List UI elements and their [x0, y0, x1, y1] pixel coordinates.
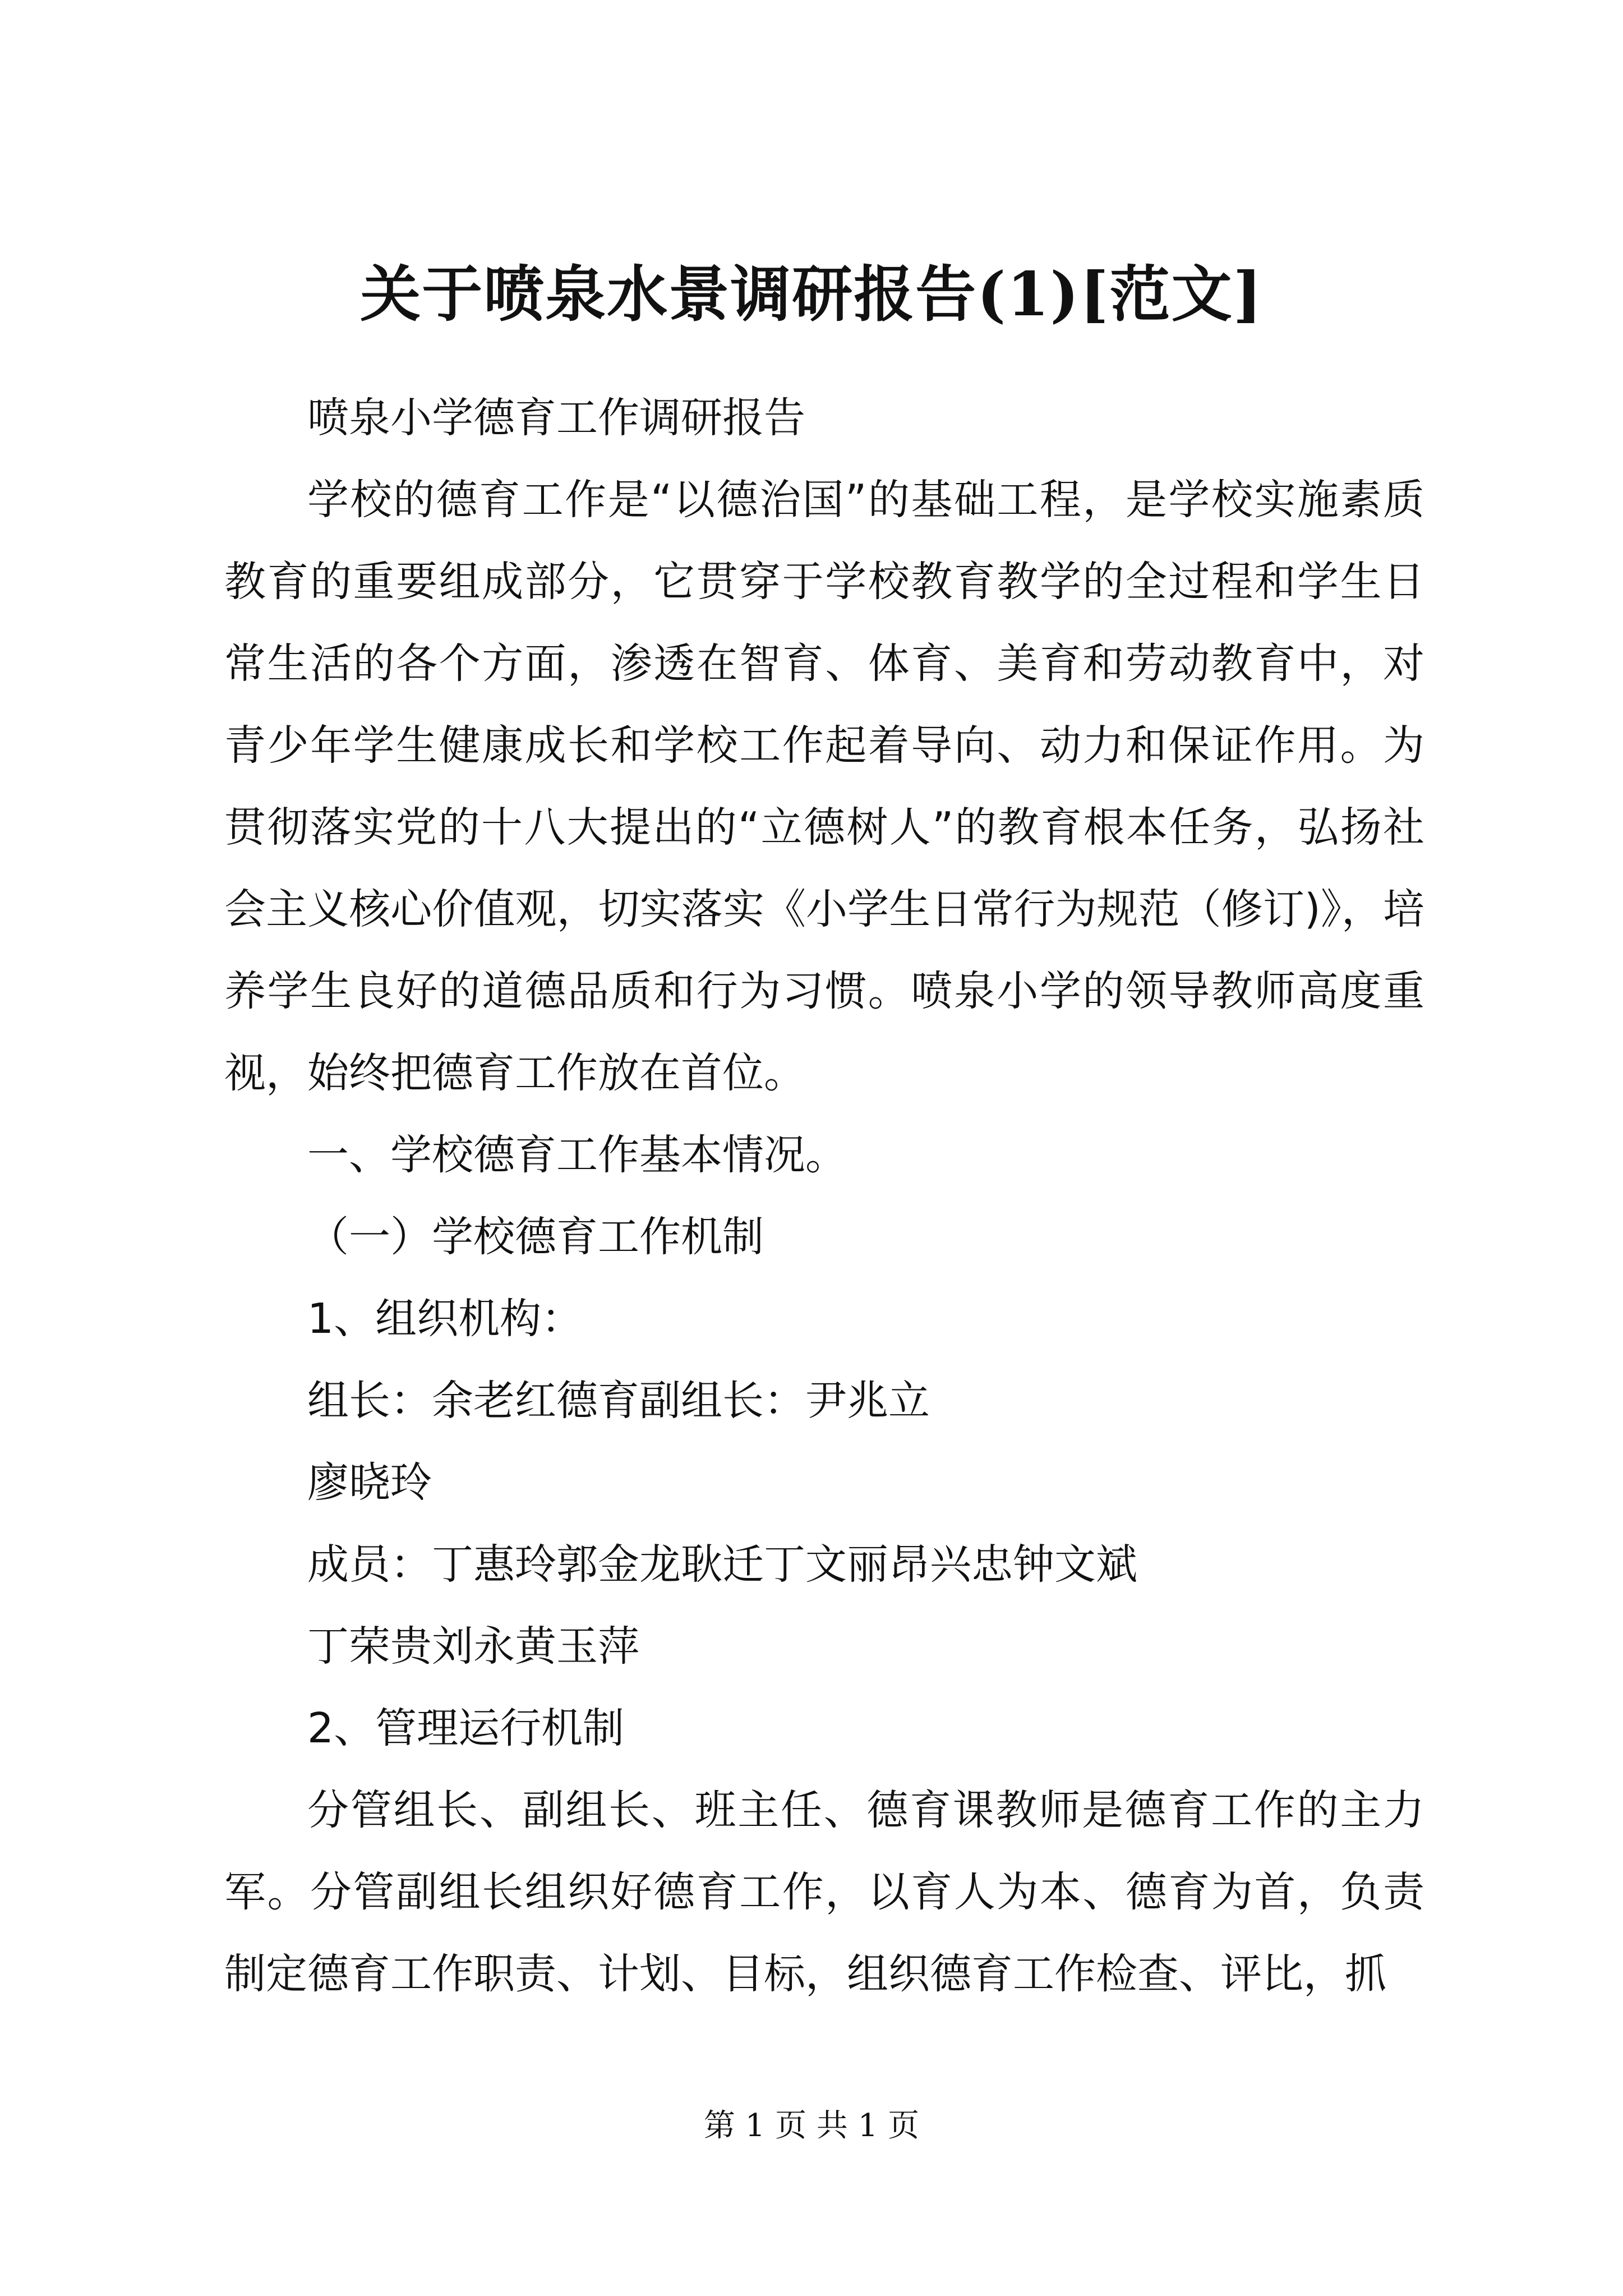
document-title: 关于喷泉水景调研报告(1)[范文] [360, 259, 1263, 330]
paragraph-members-continued: 丁荣贵刘永黄玉萍 [307, 1622, 639, 1671]
paragraph-leaders: 组长：余老红德育副组长：尹兆立 [307, 1377, 930, 1425]
document-body [224, 377, 1424, 2015]
item-heading-organization: 1、组织机构： [307, 1295, 583, 1343]
paragraph-subtitle: 喷泉小学德育工作调研报告 [307, 394, 805, 442]
subsection-heading-1: （一）学校德育工作机制 [307, 1213, 764, 1261]
paragraph-members: 成员：丁惠玲郭金龙耿迁丁文丽昂兴忠钟文斌 [307, 1540, 1137, 1589]
paragraph-intro: 学校的德育工作是“以德治国”的基础工程，是学校实施素质教育的重要组成部分，它贯穿于学校教育教学的全过程和学生日常生活的各个方面，渗透在智育、体育、美育和劳动教育中，对青少年学生健康成长和学校工作起着导向、动力和保证作用。为贯彻落实党的十八大提出的“立德树人”的教育根本任务，弘扬社会主义核心价值观，切实落实《小学生日常行为规范（修订)》，培养学生良好的道德品质和行为习惯。喷泉小学的领导教师高度重视，始终把德育工作放在首位。 [224, 476, 1424, 1097]
item-heading-mechanism: 2、管理运行机制 [307, 1704, 625, 1752]
paragraph-leader-name: 廖晓玲 [307, 1458, 432, 1507]
paragraph-mechanism: 分管组长、副组长、班主任、德育课教师是德育工作的主力军。分管副组长组织好德育工作，以育人为本、德育为首，负责制定德育工作职责、计划、目标，组织德育工作检查、评比，抓 [224, 1786, 1424, 1998]
section-heading-1: 一、学校德育工作基本情况。 [307, 1131, 847, 1179]
page-footer: 第 1 页 共 1 页 [703, 2108, 920, 2144]
